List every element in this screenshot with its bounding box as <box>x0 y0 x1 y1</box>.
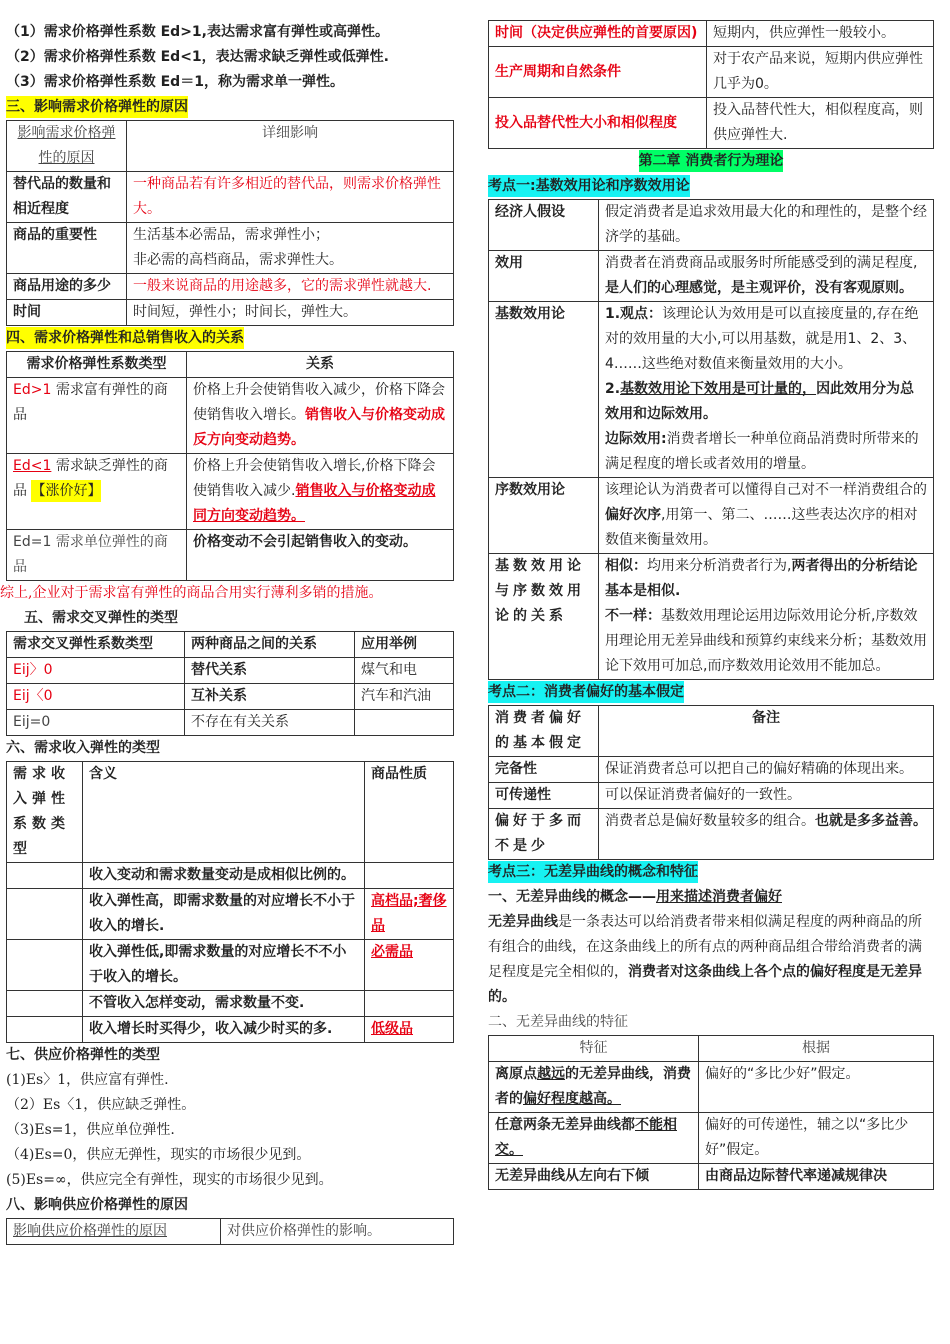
table-row <box>489 98 934 149</box>
elasticity-symbol: Ed<1 <box>13 458 52 474</box>
table-header <box>7 762 454 863</box>
table-row <box>489 251 934 302</box>
row-label: 生产周期和自然条件 <box>489 47 707 98</box>
section-3-title: 三、影响需求价格弹性的原因 <box>6 96 188 118</box>
income-elasticity-table <box>6 761 454 1043</box>
cell-type <box>7 863 83 889</box>
cell-nature <box>365 863 454 889</box>
cell-nature: 高档品;奢侈品 <box>365 889 454 940</box>
detail-line: 非必需的高档商品，需求弹性大。 <box>133 252 343 268</box>
row-detail: 时间短，弹性小；时间长，弹性大。 <box>127 300 454 326</box>
row-detail: 由商品边际替代率递减规律决 <box>699 1164 934 1190</box>
detail-bold: 相似： <box>605 558 647 574</box>
label-text: 需求缺乏弹性的商品 <box>13 458 168 499</box>
table-row <box>489 809 934 860</box>
right-column <box>488 20 934 1190</box>
detail-text: ,用第一、第二、……这些表达次序的相对数值来衡量效用。 <box>605 507 918 548</box>
label-underline: 不能相交。 <box>495 1117 677 1158</box>
supply-elasticity-factors-table <box>6 1218 454 1245</box>
detail-bold: 也就是多多益善。 <box>815 813 927 829</box>
indifference-features-table <box>488 1035 934 1190</box>
table-header <box>489 706 934 757</box>
row-label: 投入品替代性大小和相似程度 <box>489 98 707 149</box>
label-underline: 越远 <box>537 1066 565 1082</box>
row-detail <box>599 478 934 554</box>
header-cell: 消费者偏好的基本假定 <box>489 706 599 757</box>
intro-line-2: （2）需求价格弹性系数 Ed<1，表达需求缺乏弹性或低弹性. <box>6 49 389 65</box>
row-label: 替代品的数量和相近程度 <box>7 172 127 223</box>
preference-assumptions-table <box>488 705 934 860</box>
row-detail: 一种商品若有许多相近的替代品，则需求价格弹性大。 <box>127 172 454 223</box>
row-label: 无差异曲线从左向右下倾 <box>489 1164 699 1190</box>
cell-type: Eij〈0 <box>7 684 185 710</box>
utility-theory-table <box>488 199 934 680</box>
row-label <box>489 1062 699 1113</box>
row-label: 完备性 <box>489 757 599 783</box>
table-header <box>7 632 454 658</box>
cell-nature: 低级品 <box>365 1017 454 1043</box>
header-cell: 影响需求价格弹性的原因 <box>7 121 127 172</box>
header-cell: 商品性质 <box>365 762 454 863</box>
detail-paragraph <box>605 427 927 477</box>
cell-nature: 必需品 <box>365 940 454 991</box>
row-label: 商品的重要性 <box>7 223 127 274</box>
detail-underline: 基数效用论下效用是可计量的， <box>620 381 817 397</box>
cell-meaning: 收入增长时买得少，收入减少时买的多. <box>83 1017 365 1043</box>
row-detail: 价格变动不会引起销售收入的变动。 <box>187 530 454 581</box>
detail-text: 消费者在消费商品或服务时所能感受到的满足程度, <box>605 255 918 271</box>
cell-type: Eij=0 <box>7 710 185 736</box>
table-row <box>7 684 454 710</box>
detail-text: 该理论认为消费者可以懂得自己对不一样消费组合的 <box>605 482 927 498</box>
detail-bold: 偏好次序 <box>605 507 661 523</box>
supply-elasticity-factors-continued <box>488 20 934 149</box>
table-row <box>489 200 934 251</box>
intro-line-1: （1）需求价格弹性系数 Ed>1,表达需求富有弹性或高弹性。 <box>6 24 389 40</box>
cell-example: 煤气和电 <box>355 658 454 684</box>
section-4-title: 四、需求价格弹性和总销售收入的关系 <box>6 327 244 349</box>
row-label <box>489 1113 699 1164</box>
supply-type-5: (5)Es=∞，供应完全有弹性，现实的市场很少见到。 <box>6 1172 333 1188</box>
section-8-title: 八、影响供应价格弹性的原因 <box>6 1197 188 1213</box>
detail-highlight: 销售收入与价格变动成反方向变动趋势。 <box>193 407 445 448</box>
table-row <box>489 1113 934 1164</box>
detail-text: 价格上升会使销售收入减少，价格下降会使销售收入增长。 <box>193 382 445 423</box>
row-detail <box>599 302 934 478</box>
table-header <box>7 352 454 378</box>
indifference-definition <box>488 910 934 1010</box>
row-label <box>7 454 187 530</box>
row-detail: 对于农产品来说，短期内供应弹性几乎为0。 <box>707 47 934 98</box>
chapter-title: 第二章 消费者行为理论 <box>639 150 784 172</box>
elasticity-symbol: Ed>1 <box>13 382 52 398</box>
supply-type-2: （2）Es〈1，供应缺乏弹性。 <box>6 1097 196 1113</box>
table-row <box>7 889 454 940</box>
cell-meaning: 收入弹性低,即需求数量的对应增长不不小于收入的增长。 <box>83 940 365 991</box>
row-detail: 假定消费者是追求效用最大化的和理性的，是整个经济学的基础。 <box>599 200 934 251</box>
header-cell: 根据 <box>699 1036 934 1062</box>
header-cell: 应用举例 <box>355 632 454 658</box>
label-underline: 偏好程度越高。 <box>523 1091 621 1107</box>
key-point-1-title: 考点一:基数效用论和序数效用论 <box>488 175 690 197</box>
row-detail: 偏好的可传递性，辅之以“多比少好”假定。 <box>699 1113 934 1164</box>
detail-highlight: 销售收入与价格变动成同方向变动趋势。 <box>193 483 436 524</box>
header-cell: 两种商品之间的关系 <box>185 632 355 658</box>
header-cell: 需求收入弹性系数类型 <box>7 762 83 863</box>
table-row <box>7 1017 454 1043</box>
row-label: 商品用途的多少 <box>7 274 127 300</box>
table-row <box>489 783 934 809</box>
cross-elasticity-table <box>6 631 454 736</box>
table-row <box>7 658 454 684</box>
table-row <box>7 274 454 300</box>
section-6-title: 六、需求收入弹性的类型 <box>6 740 160 756</box>
table-header <box>7 121 454 172</box>
row-label: 时间 <box>7 300 127 326</box>
row-label: Ed=1 需求单位弹性的商品 <box>7 530 187 581</box>
row-detail: 短期内，供应弹性一般较小。 <box>707 21 934 47</box>
detail-bold: 1.观点： <box>605 306 663 322</box>
detail-text: 均用来分析消费者行为, <box>647 558 792 574</box>
left-column <box>0 20 454 1245</box>
detail-bold: 2. <box>605 381 621 397</box>
header-cell: 详细影响 <box>127 121 454 172</box>
cell-meaning: 不管收入怎样变动，需求数量不变. <box>83 991 365 1017</box>
table-row <box>7 378 454 454</box>
row-detail: 投入品替代性大，相似程度高，则供应弹性大. <box>707 98 934 149</box>
table-header <box>489 1036 934 1062</box>
cell-meaning: 收入变动和需求数量变动是成相似比例的。 <box>83 863 365 889</box>
label-text: 的无差异曲线，消费者的 <box>495 1066 691 1107</box>
definition-text: 是一条表达可以给消费者带来相似满足程度的两种商品的所有组合的曲线，在这条曲线上的所有点的两种商品组合带给消费者的满足程度是完全相似的， <box>488 914 922 980</box>
header-cell: 需求交叉弹性系数类型 <box>7 632 185 658</box>
cell-type <box>7 1017 83 1043</box>
table-row <box>489 1062 934 1113</box>
table-row <box>489 757 934 783</box>
heading-underline: 用来描述消费者偏好 <box>656 889 782 905</box>
table-row <box>7 223 454 274</box>
table-row <box>489 478 934 554</box>
table-row <box>7 710 454 736</box>
supply-type-1: (1)Es〉1，供应富有弹性. <box>6 1072 169 1088</box>
definition-term: 无差异曲线 <box>488 914 558 930</box>
detail-paragraph <box>605 554 927 604</box>
detail-bold: 边际效用: <box>605 431 667 447</box>
detail-text: 基数效用理论运用边际效用论分析,序数效用理论用无差异曲线和预算约束线来分析；基数效用论下效用可加总,而序数效用论效用不能加总。 <box>605 608 927 674</box>
detail-bold: 因此效用分为总效用和边际效用。 <box>605 381 915 422</box>
section-4-note: 综上,企业对于需求富有弹性的商品合用实行薄利多销的措施。 <box>0 585 383 601</box>
row-detail: 保证消费者总可以把自己的偏好精确的体现出来。 <box>599 757 934 783</box>
detail-text: 消费者总是偏好数量较多的组合。 <box>605 813 815 829</box>
cell-relation: 替代关系 <box>185 658 355 684</box>
label-text: 任意两条无差异曲线都 <box>495 1117 635 1133</box>
detail-bold: 是人们的心理感觉，是主观评价，没有客观原则。 <box>605 280 913 296</box>
row-detail: 偏好的“多比少好”假定。 <box>699 1062 934 1113</box>
tag-badge: 【涨价好】 <box>31 480 101 502</box>
table-row <box>489 47 934 98</box>
table-row <box>489 21 934 47</box>
cell-type <box>7 991 83 1017</box>
row-detail <box>127 223 454 274</box>
detail-line: 生活基本必需品，需求弹性小； <box>133 227 329 243</box>
indifference-features-heading: 二、无差异曲线的特征 <box>488 1014 628 1030</box>
key-point-3-title: 考点三：无差异曲线的概念和特征 <box>488 861 698 883</box>
cell-type <box>7 889 83 940</box>
header-cell: 含义 <box>83 762 365 863</box>
supply-type-3: （3)Es=1，供应单位弹性. <box>6 1122 175 1138</box>
header-cell: 特征 <box>489 1036 699 1062</box>
table-header <box>7 1219 454 1245</box>
row-label: 可传递性 <box>489 783 599 809</box>
supply-type-4: （4)Es=0，供应无弹性，现实的市场很少见到。 <box>6 1147 311 1163</box>
row-detail <box>187 454 454 530</box>
header-cell: 需求价格弹性系数类型 <box>7 352 187 378</box>
row-label: 基数效用论与序数效用论的关系 <box>489 554 599 680</box>
row-detail <box>599 809 934 860</box>
detail-paragraph <box>605 377 927 427</box>
indifference-concept-heading <box>488 885 934 910</box>
row-detail: 可以保证消费者偏好的一致性。 <box>599 783 934 809</box>
cell-relation: 互补关系 <box>185 684 355 710</box>
row-detail: 一般来说商品的用途越多，它的需求弹性就越大. <box>127 274 454 300</box>
header-cell: 关系 <box>187 352 454 378</box>
detail-paragraph <box>605 302 927 377</box>
key-point-2-title: 考点二：消费者偏好的基本假定 <box>488 681 684 703</box>
table-row <box>7 530 454 581</box>
label-text: 离原点 <box>495 1066 537 1082</box>
definition-bold: 消费者对这条曲线上各个点的偏好程度是无差异的。 <box>488 964 922 1005</box>
detail-paragraph <box>605 604 927 679</box>
demand-elasticity-factors-table <box>6 120 454 326</box>
table-row <box>489 302 934 478</box>
row-label: 基数效用论 <box>489 302 599 478</box>
cell-example <box>355 710 454 736</box>
detail-text: 价格上升会使销售收入增长,价格下降会使销售收入减少. <box>193 458 436 499</box>
cell-type: Eij〉0 <box>7 658 185 684</box>
header-cell: 影响供应价格弹性的原因 <box>7 1219 221 1245</box>
section-5-title: 五、需求交叉弹性的类型 <box>24 610 178 626</box>
section-7-title: 七、供应价格弹性的类型 <box>6 1047 160 1063</box>
row-detail <box>187 378 454 454</box>
heading-text: 一、无差异曲线的概念—— <box>488 889 656 905</box>
cell-meaning: 收入弹性高，即需求数量的对应增长不小于收入的增长. <box>83 889 365 940</box>
intro-line-3: （3）需求价格弹性系数 Ed＝1，称为需求单一弹性。 <box>6 74 344 90</box>
detail-text: 该理论认为效用是可以直接度量的,存在绝对的效用量的大小,可以用基数，就是用1、2、3、4……这些绝对数值来衡量效用的大小。 <box>605 306 919 372</box>
table-row <box>489 554 934 680</box>
detail-bold: 不一样： <box>605 608 661 624</box>
row-label: 效用 <box>489 251 599 302</box>
detail-bold: 两者得出的分析结论基本是相似. <box>605 558 918 599</box>
cell-nature <box>365 991 454 1017</box>
header-cell: 备注 <box>599 706 934 757</box>
row-label: 经济人假设 <box>489 200 599 251</box>
table-row <box>7 863 454 889</box>
label-text: 需求富有弹性的商品 <box>13 382 168 423</box>
elasticity-revenue-table <box>6 351 454 581</box>
detail-text: 消费者增长一种单位商品消费时所带来的满足程度的增长或者效用的增量。 <box>605 431 919 472</box>
cell-example: 汽车和汽油 <box>355 684 454 710</box>
cell-relation: 不存在有关关系 <box>185 710 355 736</box>
cell-type <box>7 940 83 991</box>
table-row <box>7 300 454 326</box>
row-label: 偏好于多而不是少 <box>489 809 599 860</box>
table-row <box>7 940 454 991</box>
table-row <box>7 454 454 530</box>
table-row <box>7 172 454 223</box>
row-detail <box>599 554 934 680</box>
row-label <box>7 378 187 454</box>
row-label: 时间（决定供应弹性的首要原因) <box>489 21 707 47</box>
row-detail <box>599 251 934 302</box>
row-label: 序数效用论 <box>489 478 599 554</box>
header-cell: 对供应价格弹性的影响。 <box>221 1219 454 1245</box>
table-row <box>7 991 454 1017</box>
table-row <box>489 1164 934 1190</box>
